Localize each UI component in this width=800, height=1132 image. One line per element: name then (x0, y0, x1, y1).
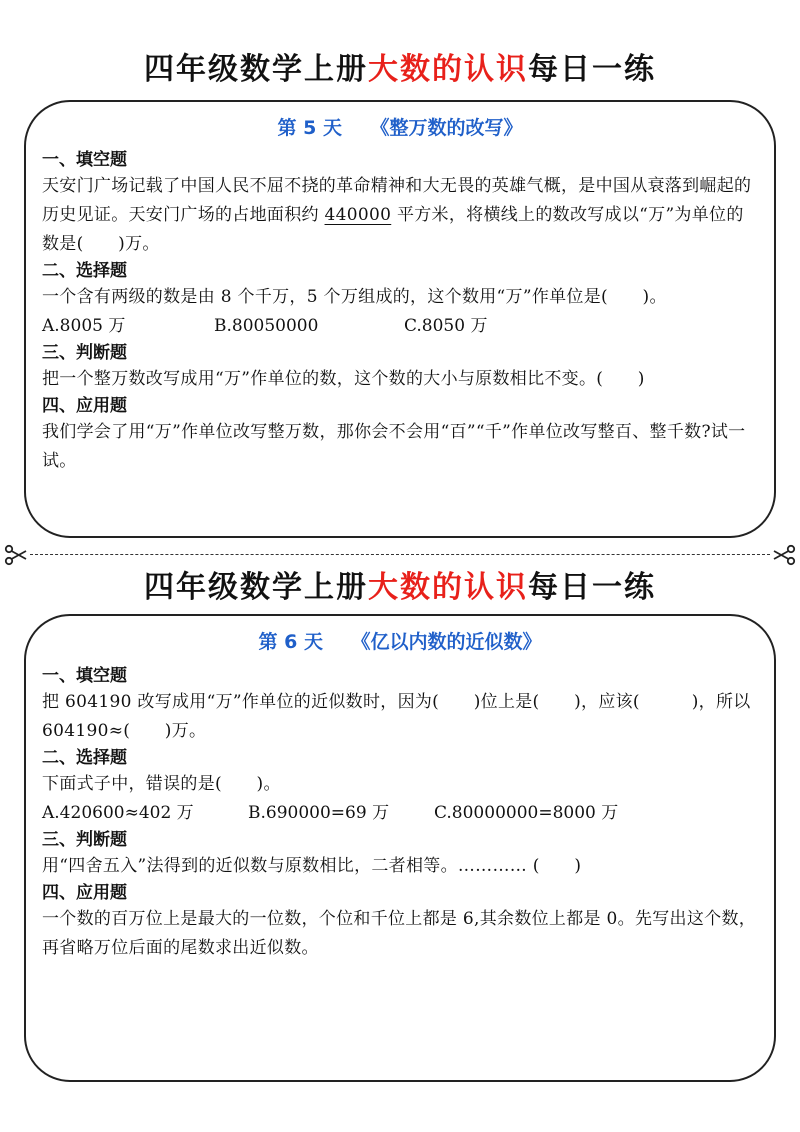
title-prefix: 四年级数学上册 (144, 52, 368, 87)
q2-options (42, 312, 758, 341)
q4-heading: 四、应用题 (42, 883, 127, 903)
day-title: 第 6 天 《亿以内数的近似数》 (258, 631, 542, 653)
q1-text-b: 平方米，将横线上的数改写成以“万”为单位的数是( )万。 (42, 205, 744, 254)
title-highlight: 大数的认识 (368, 52, 528, 87)
day-title: 第 5 天 《整万数的改写》 (277, 117, 523, 139)
exercise-content (42, 148, 758, 476)
q2-options (42, 799, 758, 828)
scissors-icon (4, 543, 28, 567)
q1-heading: 一、填空题 (42, 666, 127, 686)
title-highlight: 大数的认识 (368, 570, 528, 605)
exercise-card-day6 (24, 614, 776, 1082)
q3-heading: 三、判断题 (42, 830, 127, 850)
option-c: C.80000000=8000 万 (434, 803, 619, 823)
title-prefix: 四年级数学上册 (144, 570, 368, 605)
option-b: B.690000=69 万 (248, 803, 390, 823)
q1-underlined-number: 440000 (324, 205, 392, 225)
q2-heading: 二、选择题 (42, 261, 127, 281)
exercise-card-day5 (24, 100, 776, 538)
q4-heading: 四、应用题 (42, 396, 127, 416)
dashed-divider (30, 554, 770, 555)
option-a: A.420600≈402 万 (42, 803, 194, 823)
q3-text: 把一个整万数改写成用“万”作单位的数，这个数的大小与原数相比不变。( ) (42, 369, 645, 389)
option-a: A.8005 万 (42, 316, 126, 336)
q1-text (42, 172, 758, 259)
q1-text: 把 604190 改写成用“万”作单位的近似数时，因为( )位上是( )，应该( )，所以 604190≈( )万。 (42, 692, 751, 741)
q2-text: 一个含有两级的数是由 8 个千万，5 个万组成的，这个数用“万”作单位是( )。 (42, 287, 667, 307)
q3-text: 用“四舍五入”法得到的近似数与原数相比，二者相等。………… ( ) (42, 856, 582, 876)
q3-heading: 三、判断题 (42, 343, 127, 363)
q1-text-a: 天安门广场记载了中国人民不屈不挠的革命精神和大无畏的英雄气概，是中国从衰落到崛起的历史见证。天安门广场的占地面积约 (42, 176, 752, 225)
option-c: C.8050 万 (404, 316, 488, 336)
q2-text: 下面式子中，错误的是( )。 (42, 774, 281, 794)
title-suffix: 每日一练 (528, 570, 656, 605)
q1-heading: 一、填空题 (42, 150, 127, 170)
scissors-icon (772, 543, 796, 567)
page-title (0, 50, 800, 90)
cut-line (0, 543, 800, 567)
title-suffix: 每日一练 (528, 52, 656, 87)
q2-heading: 二、选择题 (42, 748, 127, 768)
option-b: B.80050000 (214, 316, 319, 336)
exercise-content (42, 664, 758, 963)
q4-text: 我们学会了用“万”作单位改写整万数，那你会不会用“百”“千”作单位改写整百、整千数?试一试。 (42, 422, 746, 471)
page-title (0, 568, 800, 608)
q4-text: 一个数的百万位上是最大的一位数，个位和千位上都是 6,其余数位上都是 0。先写出这个数，再省略万位后面的尾数求出近似数。 (42, 909, 757, 958)
